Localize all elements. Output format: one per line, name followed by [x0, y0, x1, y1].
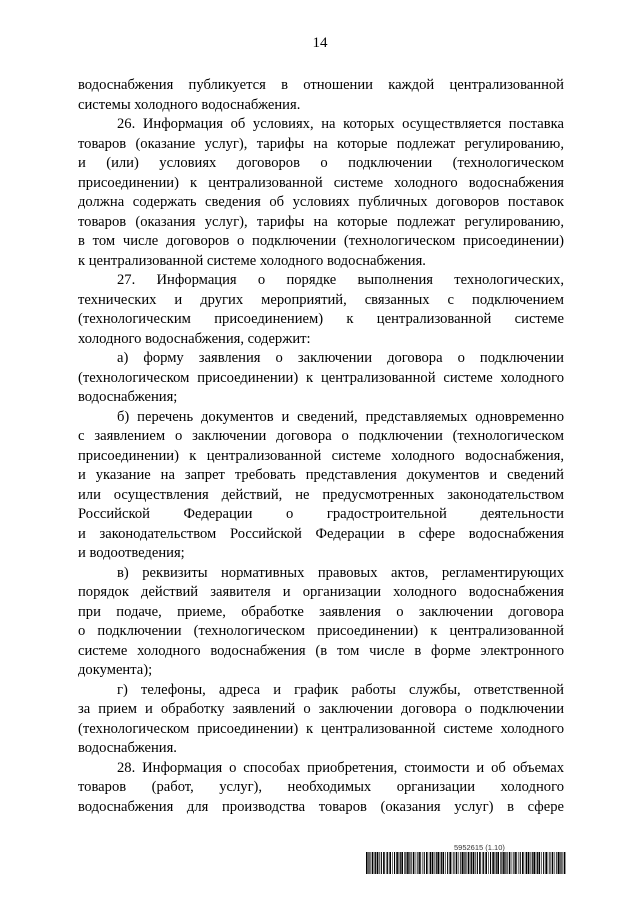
text-line: товаров (работ, услуг), необходимых организации холодного	[78, 779, 564, 795]
text-line: водоснабжения;	[78, 389, 178, 405]
text-line: Российской Федерации о градостроительной деятельности	[78, 506, 564, 522]
text-line: (технологическом присоединении) к централизованной системе холодного	[78, 369, 564, 386]
text-line: технических и других мероприятий, связанных с подключением	[78, 291, 564, 308]
text-line: с заявлением о заключении договора о подключении (технологическом	[78, 428, 564, 444]
text-line: или осуществления действий, не предусмотренных законодательством	[78, 486, 564, 503]
text-line: (технологическим присоединением) к централизованной системе	[78, 311, 564, 327]
barcode-image	[366, 852, 566, 874]
text-line: а) форму заявления о заключении договора о подключении	[117, 350, 564, 366]
text-line: и (или) условиях договоров о подключении (технологическом	[78, 155, 564, 171]
text-line: товаров (оказания услуг), тарифы на которые подлежат регулированию,	[78, 213, 564, 230]
text-line: б) перечень документов и сведений, представляемых одновременно	[117, 408, 564, 425]
text-line: за прием и обработку заявлений о заключении договора о подключении	[78, 701, 564, 717]
text-line: к централизованной системе холодного водоснабжения.	[78, 252, 426, 269]
text-line: системе холодного водоснабжения (в том числе в форме электронного	[78, 642, 564, 659]
text-line: порядок действий заявителя и организации холодного водоснабжения	[78, 584, 564, 600]
text-line: системы холодного водоснабжения.	[78, 96, 301, 113]
text-line: холодного водоснабжения, содержит:	[78, 330, 311, 347]
text-line: 27. Информация о порядке выполнения технологических,	[117, 272, 564, 288]
text-line: о подключении (технологическом присоединении) к централизованной	[78, 623, 564, 639]
text-line: и указание на запрет требовать представления документов и сведений	[78, 467, 564, 483]
text-line: и водоотведения;	[78, 545, 185, 561]
page-number: 14	[312, 35, 328, 51]
text-line: документа);	[78, 662, 153, 678]
document-body	[78, 76, 564, 817]
barcode-caption: 5952615 (1.10)	[454, 843, 505, 852]
text-line: водоснабжения для производства товаров (оказания услуг) в сфере	[78, 798, 564, 815]
text-line: водоснабжения.	[78, 740, 177, 756]
text-line: (технологическом присоединении) к централизованной системе холодного	[78, 720, 564, 737]
text-line: при подаче, приеме, обработке заявления о заключении договора	[78, 603, 564, 620]
text-line: и законодательством Российской Федерации в сфере водоснабжения	[78, 525, 564, 542]
text-line: г) телефоны, адреса и график работы службы, ответственной	[117, 681, 564, 698]
text-line: товаров (оказание услуг), тарифы на которые подлежат регулированию,	[78, 135, 564, 152]
text-line: присоединении) к централизованной системе холодного водоснабжения,	[78, 447, 564, 464]
text-line: 28. Информация о способах приобретения, стоимости и об объемах	[117, 759, 564, 776]
text-line: в) реквизиты нормативных правовых актов, регламентирующих	[117, 564, 564, 581]
text-line: водоснабжения публикуется в отношении каждой централизованной	[78, 77, 564, 93]
text-line: в том числе договоров о подключении (технологическом присоединении)	[78, 233, 564, 249]
text-line: 26. Информация об условиях, на которых осуществляется поставка	[117, 116, 564, 132]
text-line: должна содержать сведения об условиях публичных договоров поставок	[78, 194, 564, 210]
text-line: присоединении) к централизованной системе холодного водоснабжения	[78, 174, 564, 191]
